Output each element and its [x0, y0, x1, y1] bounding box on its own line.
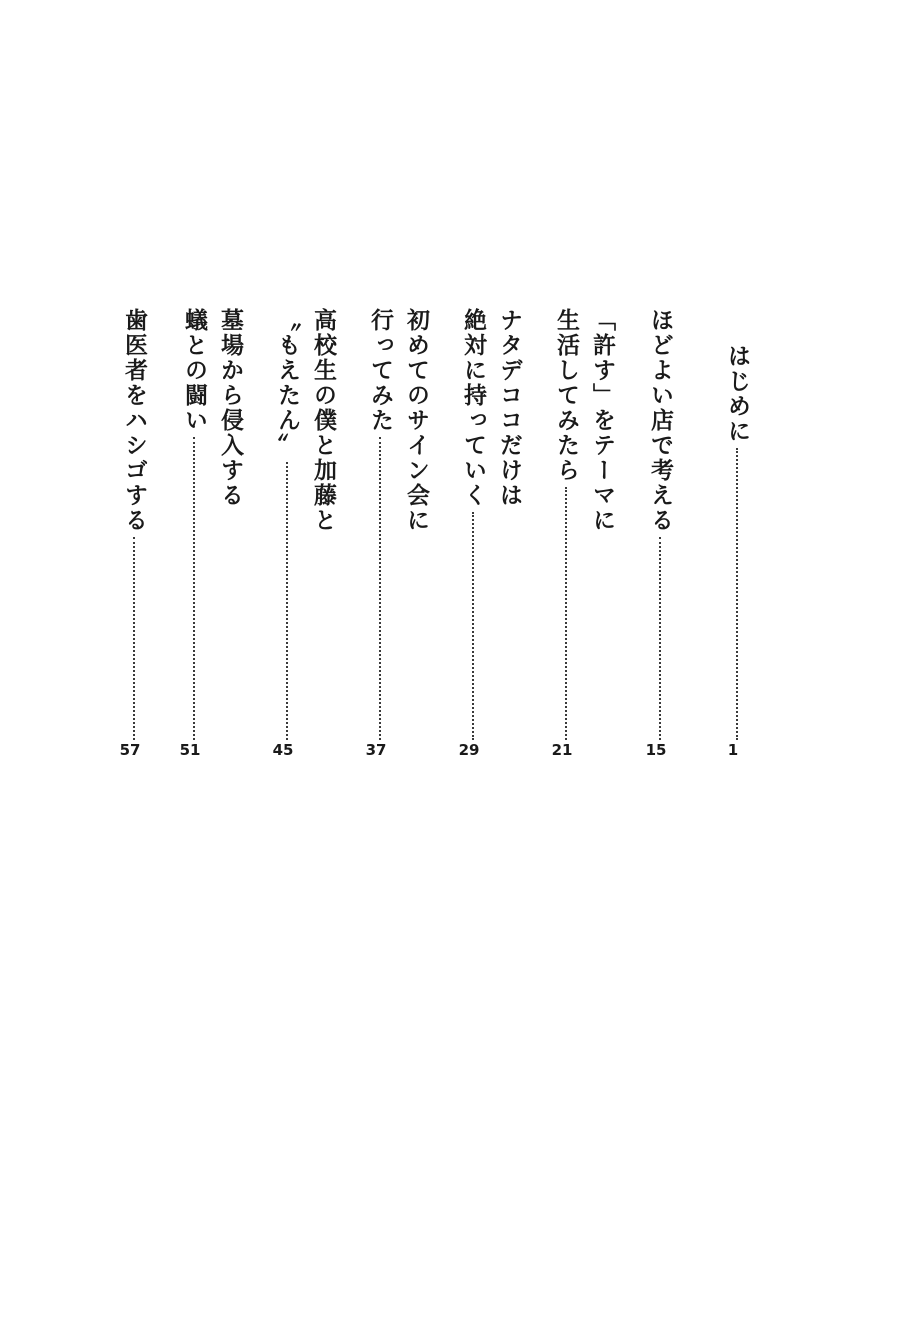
toc-entry-title-line-2: [178, 308, 210, 740]
toc-entry-title-line-2: [457, 308, 489, 740]
toc-page-number: 51: [179, 741, 201, 759]
toc-page-number: 15: [645, 741, 667, 759]
toc-entry-title-text: 行ってみた: [367, 308, 394, 433]
toc-entry-title-text: ほどよい店で考える: [647, 308, 674, 533]
toc-page-number: 57: [119, 741, 141, 759]
toc-entry[interactable]: [453, 308, 523, 768]
toc-entry[interactable]: [174, 308, 244, 768]
dot-leader: [736, 448, 738, 740]
toc-entry[interactable]: [114, 308, 154, 768]
dot-leader: [379, 437, 381, 740]
toc-entry-title-text: 歯医者をハシゴする: [121, 308, 148, 533]
toc-entry-title-line-1: [214, 308, 246, 608]
toc-page-number: 37: [365, 741, 387, 759]
dot-leader: [193, 437, 195, 740]
toc-entry-title-text: 蟻との闘い: [181, 308, 208, 433]
toc-entry-title-line-2: [550, 308, 582, 740]
toc-entry-title-line-1: [493, 308, 525, 608]
toc-entry[interactable]: [717, 308, 757, 768]
toc-entry[interactable]: [640, 308, 680, 768]
dot-leader: [286, 462, 288, 740]
toc-page-number: 45: [272, 741, 294, 759]
toc-entry[interactable]: [360, 308, 430, 768]
dot-leader: [133, 537, 135, 740]
toc-entry-title-line-1: [307, 308, 339, 608]
toc-entry-title-text: はじめに: [724, 344, 751, 444]
dot-leader: [472, 512, 474, 740]
toc-entry-title-line-2: [364, 308, 396, 740]
toc-entry-title-line-1: [400, 308, 432, 608]
toc-page-number: 29: [458, 741, 480, 759]
toc-entry-title: [644, 308, 676, 740]
toc-page-number: 1: [727, 741, 739, 759]
toc-entry-title-text: 絶対に持っていく: [460, 308, 487, 508]
toc-entry-title: [721, 344, 753, 740]
toc-entry-title-text: 生活してみたら: [553, 308, 580, 483]
toc-entry-title-text: 「許す」をテーマに: [589, 308, 616, 533]
toc-entry-title-text: 墓場から侵入する: [217, 308, 244, 508]
dot-leader: [659, 537, 661, 740]
toc-entry-title-text: 〝もえたん〟: [274, 308, 301, 458]
dot-leader: [565, 487, 567, 740]
toc-entry[interactable]: [546, 308, 616, 768]
toc-entry-title-text: 初めてのサイン会に: [403, 308, 430, 533]
toc-entry[interactable]: [267, 308, 337, 768]
toc-entry-title-text: 高校生の僕と加藤と: [310, 308, 337, 533]
toc-entry-title-line-1: [586, 308, 618, 608]
toc-entry-title: [118, 308, 150, 740]
toc-entry-title-line-2: [271, 308, 303, 740]
toc-entry-title-text: ナタデココだけは: [496, 308, 523, 508]
toc-page-number: 21: [551, 741, 573, 759]
